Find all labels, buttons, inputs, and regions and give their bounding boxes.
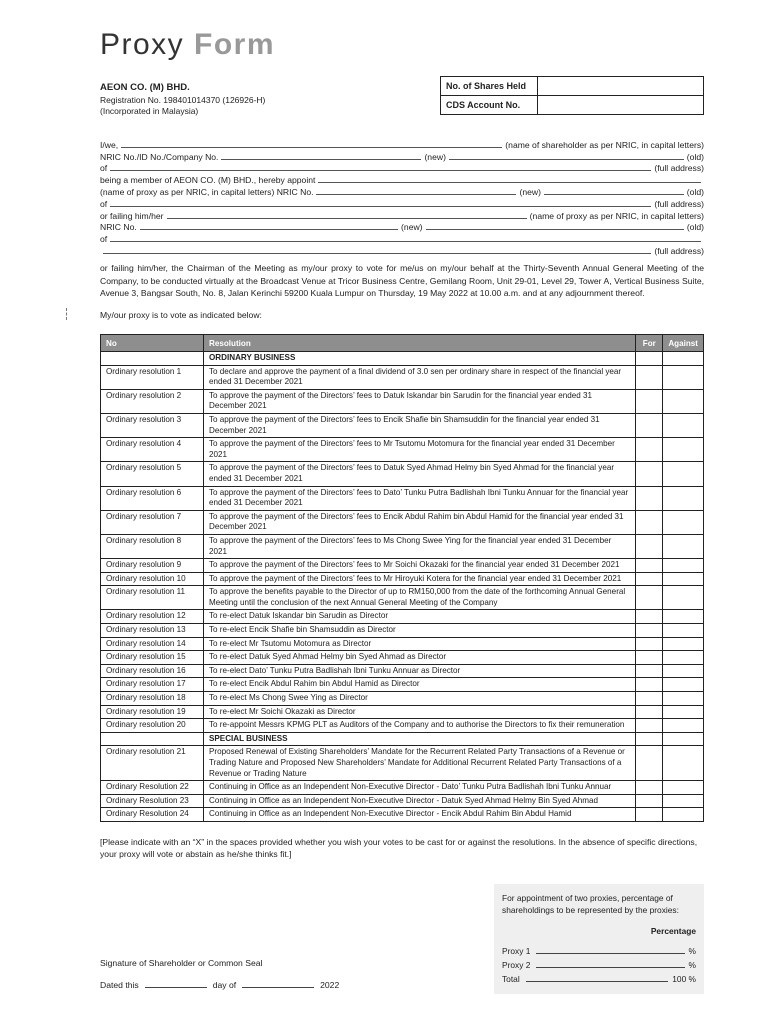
resolution-number — [101, 732, 204, 746]
resolution-number — [101, 352, 204, 366]
vote-for-box[interactable] — [636, 610, 663, 624]
line-shareholder-name — [100, 138, 704, 150]
vote-against-box[interactable] — [663, 637, 704, 651]
vote-for-box — [636, 352, 663, 366]
proxy2-name-field[interactable] — [167, 218, 527, 219]
line-proxy2-nric — [100, 221, 704, 233]
vote-for-box[interactable] — [636, 808, 663, 822]
vote-against-box[interactable] — [663, 534, 704, 558]
shares-held-field[interactable] — [538, 77, 704, 96]
resolution-text: To re-elect Encik Shafie bin Shamsuddin as Director — [204, 624, 636, 638]
shareholder-name-field[interactable] — [121, 147, 502, 148]
shares-held-label: No. of Shares Held — [441, 77, 538, 96]
resolution-number: Ordinary Resolution 23 — [101, 794, 204, 808]
vote-against-box[interactable] — [663, 781, 704, 795]
day-field[interactable] — [145, 987, 207, 988]
cds-account-field[interactable] — [538, 96, 704, 115]
shareholder-nric-old-field[interactable] — [449, 159, 684, 160]
resolutions-table — [100, 334, 704, 822]
resolution-number: Ordinary resolution 6 — [101, 486, 204, 510]
form-title — [100, 28, 275, 62]
section-row — [101, 732, 704, 746]
vote-for-box[interactable] — [636, 624, 663, 638]
resolution-number: Ordinary resolution 16 — [101, 664, 204, 678]
header-for: For — [636, 335, 663, 352]
resolution-number: Ordinary resolution 19 — [101, 705, 204, 719]
line-proxy2-address — [100, 232, 704, 244]
appointment-text: For appointment of two proxies, percentage of shareholdings to be represented by the proxies: — [502, 893, 679, 915]
line-appoint — [100, 173, 704, 185]
resolution-number: Ordinary Resolution 22 — [101, 781, 204, 795]
resolution-row — [101, 510, 704, 534]
vote-for-box[interactable] — [636, 637, 663, 651]
year-label: 2022 — [320, 980, 340, 990]
resolution-row — [101, 610, 704, 624]
dated-this-label: Dated this — [100, 980, 139, 990]
proxy2-percentage-row — [502, 960, 696, 970]
old-label: (old) — [686, 151, 704, 162]
resolution-number: Ordinary resolution 18 — [101, 692, 204, 706]
vote-for-box[interactable] — [636, 510, 663, 534]
vote-against-box[interactable] — [663, 746, 704, 781]
shareholder-nric-new-field[interactable] — [221, 159, 421, 160]
vote-for-box[interactable] — [636, 586, 663, 610]
vote-against-box[interactable] — [663, 486, 704, 510]
resolution-number: Ordinary resolution 12 — [101, 610, 204, 624]
member-appoint-label: being a member of AEON CO. (M) BHD., hereby appoint — [100, 175, 316, 186]
resolution-row — [101, 678, 704, 692]
new-label: (new) — [519, 186, 541, 197]
resolution-row — [101, 586, 704, 610]
resolution-number: Ordinary resolution 3 — [101, 413, 204, 437]
resolution-text: To re-elect Datuk Iskandar bin Sarudin as Director — [204, 610, 636, 624]
vote-against-box[interactable] — [663, 559, 704, 573]
resolution-row — [101, 664, 704, 678]
or-failing-label: or failing him/her — [100, 210, 164, 221]
pct-sign: % — [688, 960, 696, 970]
shareholder-name-hint: (name of shareholder as per NRIC, in capital letters) — [505, 139, 704, 150]
vote-for-box[interactable] — [636, 705, 663, 719]
vote-for-box[interactable] — [636, 794, 663, 808]
old-label: (old) — [686, 222, 705, 233]
vote-for-box[interactable] — [636, 486, 663, 510]
percentage-label: Percentage — [650, 926, 696, 936]
resolution-number: Ordinary resolution 7 — [101, 510, 204, 534]
resolution-row — [101, 705, 704, 719]
vote-against-box[interactable] — [663, 389, 704, 413]
vote-for-box[interactable] — [636, 719, 663, 733]
vote-for-box[interactable] — [636, 572, 663, 586]
vote-against-box[interactable] — [663, 610, 704, 624]
proxy2-nric-new-field[interactable] — [140, 229, 398, 230]
resolution-text: To approve the payment of the Directors’ fees to Datuk Syed Ahmad Helmy bin Syed Ahmad for the financial year ended 31 December 2021 — [204, 462, 636, 486]
resolution-row — [101, 624, 704, 638]
vote-against-box[interactable] — [663, 794, 704, 808]
resolution-text: Continuing in Office as an Independent Non-Executive Director - Datuk Syed Ahmad Helmy Bin Syed Ahmad — [204, 794, 636, 808]
proxy1-percentage-field[interactable] — [536, 953, 684, 954]
resolution-text: To approve the payment of the Directors’ fees to Mr Tsutomu Motomura for the financial year ended 31 December 2021 — [204, 438, 636, 462]
resolution-row — [101, 559, 704, 573]
of-label: of — [100, 198, 108, 209]
vote-against-box[interactable] — [663, 692, 704, 706]
resolution-number: Ordinary resolution 9 — [101, 559, 204, 573]
company-info — [100, 82, 265, 117]
resolution-row — [101, 365, 704, 389]
old-label: (old) — [686, 186, 704, 197]
vote-for-box[interactable] — [636, 438, 663, 462]
vote-for-box[interactable] — [636, 462, 663, 486]
proxy2-label: Proxy 2 — [502, 960, 531, 970]
voting-note: [Please indicate with an “X” in the spaces provided whether you wish your votes to be cast for or against the resolutions. In the absence of specific directions, your proxy will vote or abstain as he/she thinks fit.] — [100, 837, 698, 859]
resolution-number: Ordinary resolution 1 — [101, 365, 204, 389]
form-title-word1: Proxy — [100, 28, 185, 61]
proxy2-nric-old-field[interactable] — [426, 229, 684, 230]
resolution-text: To approve the payment of the Directors’ fees to Datuk Iskandar bin Sarudin for the financial year ended 31 December 2021 — [204, 389, 636, 413]
resolution-row — [101, 794, 704, 808]
resolution-text: To re-elect Encik Abdul Rahim bin Abdul Hamid as Director — [204, 678, 636, 692]
resolution-number: Ordinary resolution 5 — [101, 462, 204, 486]
vote-for-box[interactable] — [636, 678, 663, 692]
proxy1-address-field[interactable] — [110, 206, 651, 207]
vote-against-box[interactable] — [663, 586, 704, 610]
day-of-label: day of — [212, 980, 237, 990]
signature-label: Signature of Shareholder or Common Seal — [100, 958, 263, 968]
vote-against-box[interactable] — [663, 438, 704, 462]
registration-number: Registration No. 198401014370 (126926-H) — [100, 95, 266, 105]
vote-for-box[interactable] — [636, 651, 663, 665]
line-proxy2-address-cont — [100, 244, 704, 256]
of-label: of — [100, 234, 108, 245]
resolution-text: To approve the payment of the Directors’ fees to Ms Chong Swee Ying for the financial year ended 31 December 2021 — [204, 534, 636, 558]
header-no: No — [101, 335, 204, 352]
resolution-row — [101, 572, 704, 586]
resolution-text: Proposed Renewal of Existing Shareholders’ Mandate for the Recurrent Related Party Transactions of a Revenue or Trading Nature and Proposed New Shareholders’ Mandate for Additional Recurrent Related Party Transactions of a Revenue or Trading Nature — [204, 746, 636, 781]
resolution-text: To re-elect Mr Tsutomu Motomura as Director — [204, 637, 636, 651]
total-label: Total — [502, 974, 520, 984]
proxy1-nric-new-field[interactable] — [316, 194, 516, 195]
line-shareholder-address — [100, 162, 704, 174]
proxy1-nric-old-field[interactable] — [544, 194, 684, 195]
total-value: 100 % — [672, 974, 696, 984]
resolution-text: Continuing in Office as an Independent Non-Executive Director - Dato’ Tunku Putra Badlishah Ibni Tunku Annuar — [204, 781, 636, 795]
pct-sign: % — [688, 946, 696, 956]
vote-against-box[interactable] — [663, 678, 704, 692]
resolution-text: To re-elect Mr Soichi Okazaki as Director — [204, 705, 636, 719]
resolution-text: To approve the benefits payable to the Director of up to RM150,000 from the date of the forthcoming Annual General Meeting until the conclusion of the next Annual General Meeting of the Company — [204, 586, 636, 610]
vote-against-box[interactable] — [663, 365, 704, 389]
header-resolution: Resolution — [204, 335, 636, 352]
resolution-row — [101, 692, 704, 706]
vote-against-box[interactable] — [663, 705, 704, 719]
new-label: (new) — [401, 222, 423, 233]
resolution-text: To declare and approve the payment of a final dividend of 3.0 sen per ordinary share in respect of the financial year ended 31 December 2021 — [204, 365, 636, 389]
vote-for-box[interactable] — [636, 534, 663, 558]
full-address-hint: (full address) — [654, 163, 704, 174]
line-proxy1-nric — [100, 185, 704, 197]
resolution-row — [101, 637, 704, 651]
margin-mark — [66, 308, 67, 320]
dated-line — [100, 980, 339, 990]
proxy-name-hint: (name of proxy as per NRIC, in capital letters) — [529, 210, 704, 221]
resolution-text: To re-appoint Messrs KPMG PLT as Auditors of the Company and to authorise the Directors to fix their remuneration — [204, 719, 636, 733]
resolution-text: To approve the payment of the Directors’ fees to Dato’ Tunku Putra Badlishah Ibni Tunku Annuar for the financial year ended 31 December 2021 — [204, 486, 636, 510]
nric-no-label: NRIC No. — [100, 222, 137, 233]
full-address-hint: (full address) — [654, 245, 704, 256]
vote-against-box[interactable] — [663, 462, 704, 486]
share-details-box — [440, 76, 704, 115]
proxy1-percentage-row — [502, 946, 696, 956]
table-header — [101, 335, 704, 352]
resolution-row — [101, 808, 704, 822]
vote-for-box[interactable] — [636, 692, 663, 706]
resolution-number: Ordinary resolution 21 — [101, 746, 204, 781]
line-proxy2-name — [100, 209, 704, 221]
proxy1-name-field[interactable] — [318, 182, 701, 183]
vote-against-box[interactable] — [663, 413, 704, 437]
full-address-hint: (full address) — [654, 198, 704, 209]
vote-against-box[interactable] — [663, 572, 704, 586]
vote-against-box[interactable] — [663, 808, 704, 822]
resolution-number: Ordinary resolution 17 — [101, 678, 204, 692]
resolution-number: Ordinary resolution 14 — [101, 637, 204, 651]
resolution-row — [101, 389, 704, 413]
vote-for-box[interactable] — [636, 559, 663, 573]
proxy2-address-field[interactable] — [110, 241, 701, 242]
form-title-word2: Form — [194, 28, 276, 61]
month-field[interactable] — [242, 987, 314, 988]
resolution-row — [101, 781, 704, 795]
vote-for-box[interactable] — [636, 365, 663, 389]
resolution-text: ORDINARY BUSINESS — [204, 352, 636, 366]
resolution-text: To re-elect Dato’ Tunku Putra Badlishah Ibni Tunku Annuar as Director — [204, 664, 636, 678]
cds-account-label: CDS Account No. — [441, 96, 538, 115]
incorporation-note: (Incorporated in Malaysia) — [100, 106, 199, 116]
proxy-name-nric-label: (name of proxy as per NRIC, in capital letters) NRIC No. — [100, 186, 314, 197]
resolution-number: Ordinary resolution 13 — [101, 624, 204, 638]
resolution-row — [101, 719, 704, 733]
resolution-text: To approve the payment of the Directors’ fees to Mr Soichi Okazaki for the financial year ended 31 December 2021 — [204, 559, 636, 573]
vote-against-box[interactable] — [663, 651, 704, 665]
resolution-text: To re-elect Ms Chong Swee Ying as Director — [204, 692, 636, 706]
resolution-number: Ordinary resolution 20 — [101, 719, 204, 733]
resolution-number: Ordinary resolution 2 — [101, 389, 204, 413]
resolution-row — [101, 413, 704, 437]
resolution-text: To approve the payment of the Directors’ fees to Mr Hiroyuki Kotera for the financial year ended 31 December 2021 — [204, 572, 636, 586]
vote-against-box[interactable] — [663, 624, 704, 638]
total-percentage-row — [502, 974, 696, 984]
resolution-number: Ordinary Resolution 24 — [101, 808, 204, 822]
of-label: of — [100, 163, 108, 174]
proxy2-percentage-field[interactable] — [536, 967, 684, 968]
vote-for-box — [636, 732, 663, 746]
vote-for-box[interactable] — [636, 664, 663, 678]
vote-for-box[interactable] — [636, 781, 663, 795]
resolution-row — [101, 746, 704, 781]
resolution-text: To approve the payment of the Directors’ fees to Encik Abdul Rahim bin Abdul Hamid for the financial year ended 31 December 2021 — [204, 510, 636, 534]
vote-against-box[interactable] — [663, 719, 704, 733]
resolution-row — [101, 534, 704, 558]
chairman-paragraph: or failing him/her, the Chairman of the Meeting as my/our proxy to vote for me/us on my/our behalf at the Thirty-Seventh Annual General Meeting of the Company, to be conducted virtually at the Broadcast Venue at Tricor Business Centre, Gemilang Room, Unit 29-01, Level 29, Tower A, Vertical Business Suite, Avenue 3, Bangsar South, No. 8, Jalan Kerinchi 59200 Kuala Lumpur on Thursday, 19 May 2022 at 10.00 a.m. and at any adjournment thereof. — [100, 263, 704, 299]
resolution-row — [101, 462, 704, 486]
proxy-percentage-box — [494, 884, 704, 994]
resolution-row — [101, 438, 704, 462]
resolution-row — [101, 651, 704, 665]
resolution-number: Ordinary resolution 11 — [101, 586, 204, 610]
header-against: Against — [663, 335, 704, 352]
vote-against-box[interactable] — [663, 664, 704, 678]
vote-intro: My/our proxy is to vote as indicated below: — [100, 310, 262, 320]
iwe-label: I/we, — [100, 139, 119, 150]
resolution-number: Ordinary resolution 8 — [101, 534, 204, 558]
company-name: AEON CO. (M) BHD. — [100, 82, 190, 93]
shareholder-details — [100, 138, 704, 256]
vote-against-box[interactable] — [663, 510, 704, 534]
resolution-number: Ordinary resolution 10 — [101, 572, 204, 586]
resolution-row — [101, 486, 704, 510]
total-percentage-line — [526, 981, 669, 982]
vote-against-box — [663, 352, 704, 366]
proxy1-label: Proxy 1 — [502, 946, 531, 956]
resolution-number: Ordinary resolution 4 — [101, 438, 204, 462]
resolution-number: Ordinary resolution 15 — [101, 651, 204, 665]
nric-label: NRIC No./ID No./Company No. — [100, 151, 219, 162]
resolution-text: SPECIAL BUSINESS — [204, 732, 636, 746]
vote-against-box — [663, 732, 704, 746]
resolution-text: To re-elect Datuk Syed Ahmad Helmy bin Syed Ahmad as Director — [204, 651, 636, 665]
proxy2-address-field-cont[interactable] — [103, 253, 651, 254]
resolution-text: Continuing in Office as an Independent Non-Executive Director - Encik Abdul Rahim Bin Abdul Hamid — [204, 808, 636, 822]
vote-for-box[interactable] — [636, 746, 663, 781]
section-row — [101, 352, 704, 366]
vote-for-box[interactable] — [636, 413, 663, 437]
shareholder-address-field[interactable] — [110, 170, 651, 171]
resolution-text: To approve the payment of the Directors’ fees to Encik Shafie bin Shamsuddin for the financial year ended 31 December 2021 — [204, 413, 636, 437]
vote-for-box[interactable] — [636, 389, 663, 413]
line-shareholder-nric — [100, 150, 704, 162]
new-label: (new) — [424, 151, 446, 162]
line-proxy1-address — [100, 197, 704, 209]
